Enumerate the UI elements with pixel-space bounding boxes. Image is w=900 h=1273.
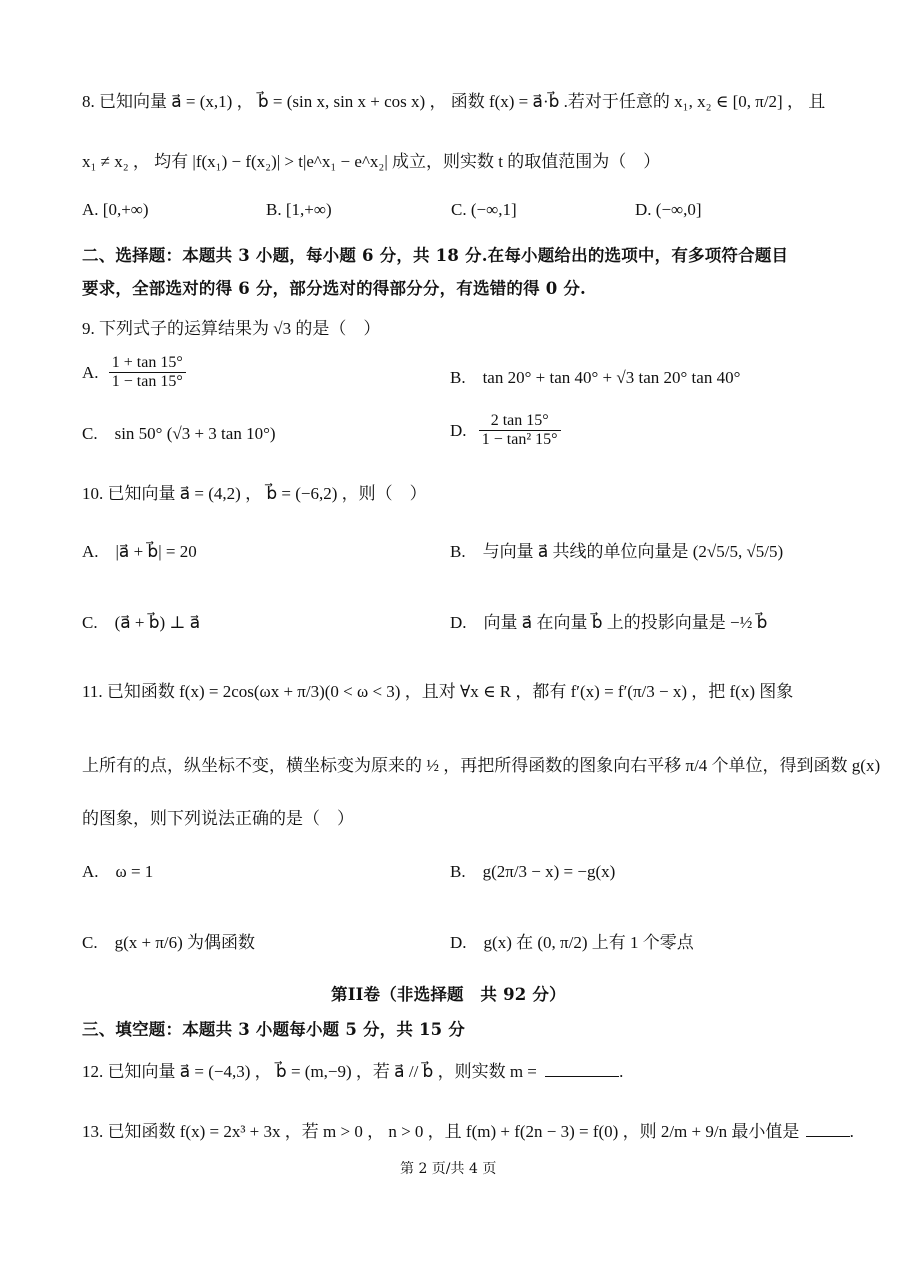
question-12: 12. 已知向量 a⃗ = (−4,3) ， b⃗ = (m,−9) ，若 a⃗ // b⃗ ，则实数 m = . [82, 1062, 624, 1081]
section-2-line1: 二、选择题：本题共 3 小题，每小题 6 分，共 18 分.在每小题给出的选项中，有多项符合题目 [82, 246, 789, 265]
q10-option-d: D. 向量 a⃗ 在向量 b⃗ 上的投影向量是 −½ b⃗ [450, 613, 768, 632]
q8-stem-line1: 8. 已知向量 a⃗ = (x,1) ， b⃗ = (sin x, sin x + cos x) ， 函数 f(x) = a⃗·b⃗ .若对于任意的 x₁, x₂ ∈ [0, π/2] ， 且 [82, 92, 826, 111]
section-2-line2: 要求，全部选对的得 6 分，部分选对的得部分分，有选错的得 0 分. [82, 279, 586, 298]
q8-option-c: C. (−∞,1] [451, 200, 517, 219]
q11-option-c: C. g(x + π/6) 为偶函数 [82, 933, 256, 952]
q9-option-a-fraction [109, 355, 186, 390]
q8-stem-line2: x₁ ≠ x₂ ， 均有 |f(x₁) − f(x₂)| > t|e^x₁ − e^x₂| 成立，则实数 t 的取值范围为（ ） [82, 152, 661, 171]
question-13: 13. 已知函数 f(x) = 2x³ + 3x ，若 m > 0 ， n > 0 ，且 f(m) + f(2n − 3) = f(0) ，则 2/m + 9/n 最小值是 . [82, 1122, 854, 1141]
part-2-title: 第II卷（非选择题 共 92 分） [331, 985, 566, 1004]
q13-answer-blank[interactable] [806, 1136, 850, 1137]
q12-answer-blank[interactable] [545, 1076, 619, 1077]
q11-option-d: D. g(x) 在 (0, π/2) 上有 1 个零点 [450, 933, 694, 952]
q9-option-c: C. sin 50° (√3 + 3 tan 10°) [82, 424, 276, 443]
q9-option-a-denominator: 1 − tan 15° [111, 373, 183, 390]
q9-option-d-numerator: 2 tan 15° [479, 413, 561, 431]
q9-option-d-fraction [479, 413, 561, 448]
q9-stem: 9. 下列式子的运算结果为 √3 的是（ ） [82, 319, 381, 338]
q9-option-a-label: A. [82, 363, 99, 382]
q9-option-a-numerator: 1 + tan 15° [109, 355, 186, 373]
q11-stem-line3: 的图象，则下列说法正确的是（ ） [82, 809, 354, 828]
page-footer: 第 2 页/共 4 页 [400, 1161, 497, 1177]
q9-option-d-denominator: 1 − tan² 15° [481, 431, 558, 448]
q9-option-d-label: D. [450, 421, 467, 440]
q8-option-d: D. (−∞,0] [635, 200, 702, 219]
q13-stem: 13. 已知函数 f(x) = 2x³ + 3x ，若 m > 0 ， n > 0 ，且 f(m) + f(2n − 3) = f(0) ，则 2/m + 9/n 最小值是 [82, 1122, 800, 1141]
q9-option-a [82, 355, 186, 390]
q8-option-a: A. [0,+∞) [82, 200, 149, 219]
q10-option-b: B. 与向量 a⃗ 共线的单位向量是 (2√5/5, √5/5) [450, 542, 784, 561]
q9-option-b: B. tan 20° + tan 40° + √3 tan 20° tan 40° [450, 368, 741, 387]
q10-stem: 10. 已知向量 a⃗ = (4,2) ， b⃗ = (−6,2) ，则（ ） [82, 484, 427, 503]
q12-stem: 12. 已知向量 a⃗ = (−4,3) ， b⃗ = (m,−9) ，若 a⃗ // b⃗ ，则实数 m = [82, 1062, 537, 1081]
q10-option-c: C. (a⃗ + b⃗) ⊥ a⃗ [82, 613, 201, 632]
q11-option-b: B. g(2π/3 − x) = −g(x) [450, 862, 616, 881]
q11-stem-line1: 11. 已知函数 f(x) = 2cos(ωx + π/3)(0 < ω < 3) ，且对 ∀x ∈ R ，都有 f′(x) = f′(π/3 − x) ，把 f(x) 图象 [82, 682, 794, 701]
section-3-heading: 三、填空题：本题共 3 小题每小题 5 分，共 15 分 [82, 1020, 465, 1039]
q11-option-a: A. ω = 1 [82, 862, 154, 881]
q8-option-b: B. [1,+∞) [266, 200, 332, 219]
q10-option-a: A. |a⃗ + b⃗| = 20 [82, 542, 197, 561]
q11-stem-line2: 上所有的点，纵坐标不变，横坐标变为原来的 ½ ，再把所得函数的图象向右平移 π/4 个单位，得到函数 g(x) [82, 756, 881, 775]
q9-option-d [450, 413, 561, 448]
